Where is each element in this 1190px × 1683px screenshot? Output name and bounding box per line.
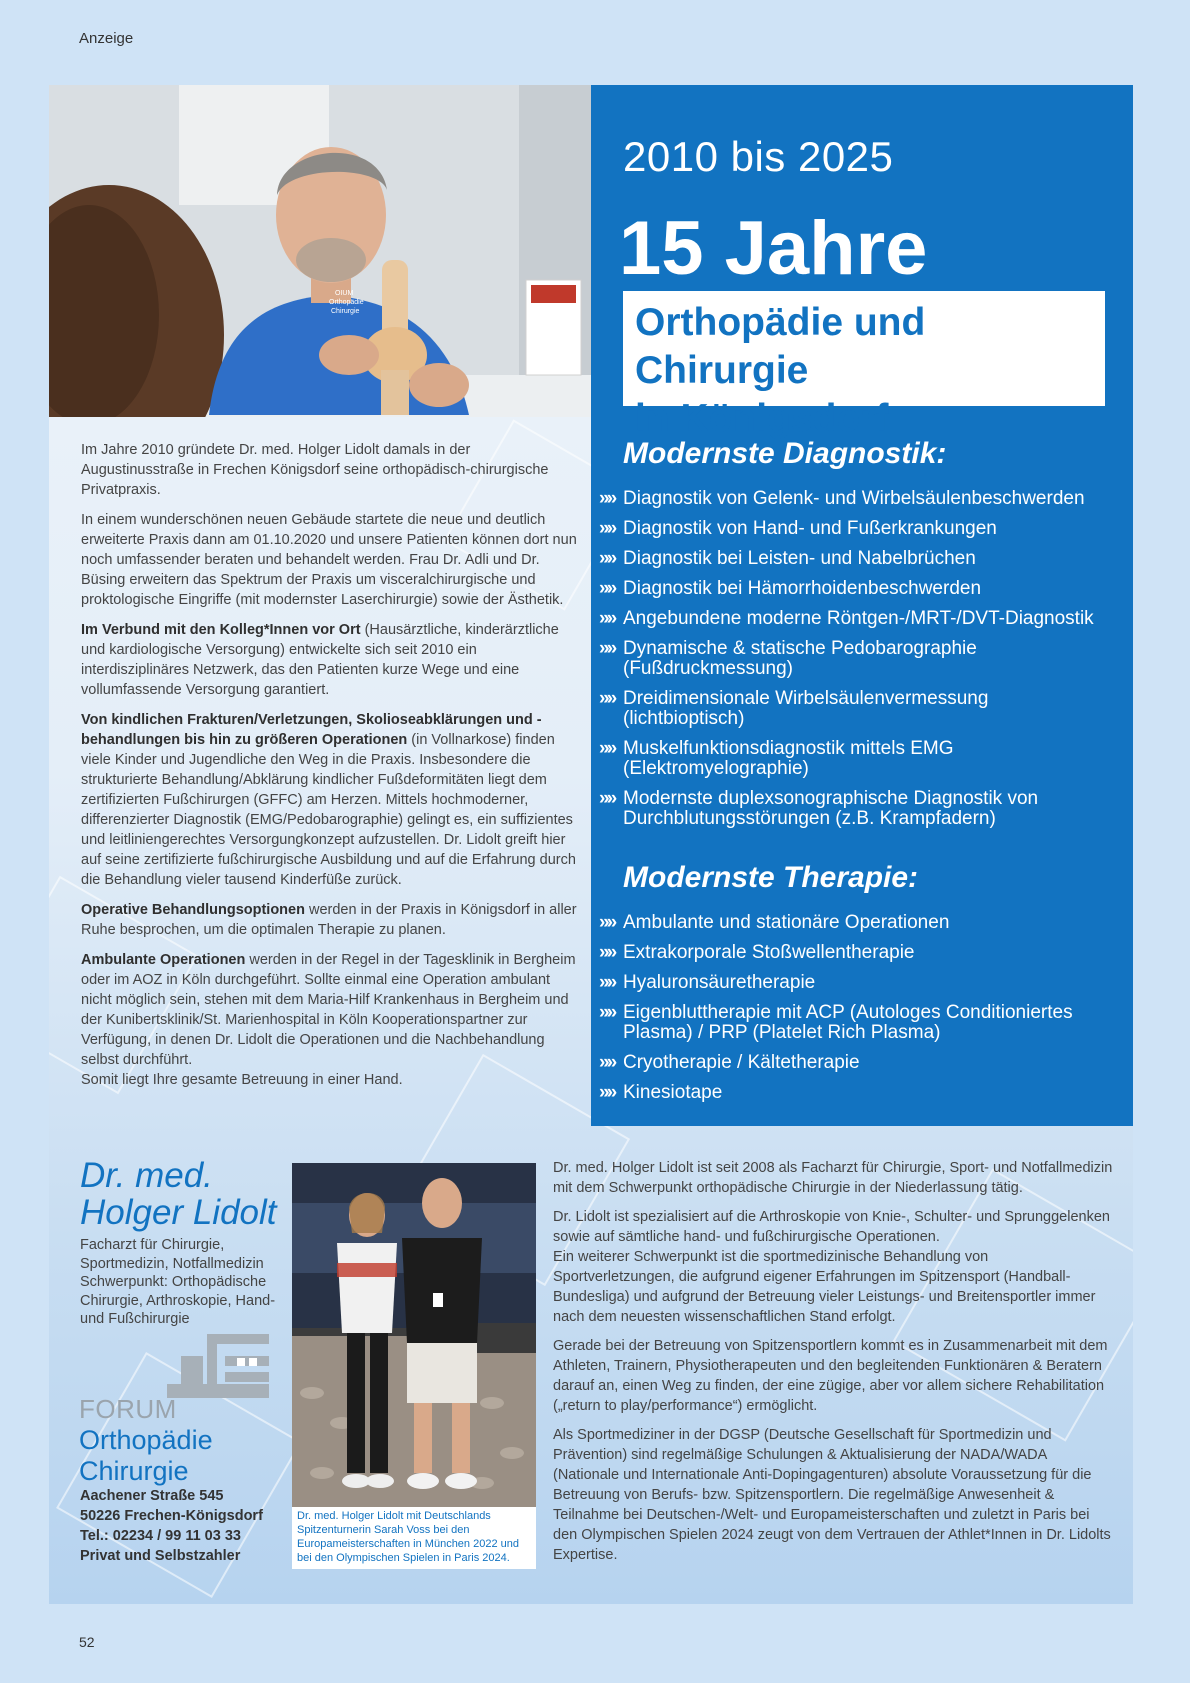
photo-caption: Dr. med. Holger Lidolt mit Deutschlands Spitzenturnerin Sarah Voss bei den Europameisterschaften in München 2022 und bei den Olympischen Spielen in Paris 2024. <box>297 1510 519 1564</box>
anniversary-title: 15 Jahre <box>619 206 928 291</box>
svg-text:Chirurgie: Chirurgie <box>331 308 360 315</box>
list-item <box>599 739 1119 779</box>
list-item-text: Dreidimensionale Wirbelsäulenvermessung (lichtbioptisch) <box>623 688 989 729</box>
address-street: Aachener Straße 545 <box>80 1488 224 1504</box>
bold-lead: Von kindlichen Frakturen/Verletzungen, Skolioseabklärungen und -behandlungen bis hin zu größeren Operationen <box>81 712 542 748</box>
ad-label: Anzeige <box>79 30 134 47</box>
paragraph: Von kindlichen Frakturen/Verletzungen, Skolioseabklärungen und -behandlungen bis hin zu größeren Operationen (in Vollnarkose) finden viele Kinder und Jugendliche den Weg in die Praxis. Insbesondere die strukturierte Behandlung/Abklärung kindlicher Fußdeformitäten liegt dem zertifizierten Fußchirurgen (GFFC) am Herzen. Mittels hochmoderner, differenzierter Diagnostik (EMG/Pedobarographie) gelingt es, ein suffizientes und leitliniengerechtes Versorgungkonzept aufzustellen. Dr. Lidolt greift hier auf seine zertifizierte fußchirurgische Ausbildung und auf die Erfahrung durch die Behandlung vieler tausend Kinderfüße zurück. <box>81 712 576 888</box>
list-item-text: Diagnostik bei Hämorrhoidenbeschwerden <box>623 578 982 599</box>
address-city: 50226 Frechen-Königsdorf <box>80 1508 263 1524</box>
chevron-right-icon: »» <box>599 738 615 759</box>
chevron-right-icon: »» <box>599 912 615 933</box>
paragraph: Dr. Lidolt ist spezialisiert auf die Arthroskopie von Knie-, Schulter- und Sprunggelenken sowie auf sämtliche hand- und fußchirurgische Operationen. Ein weiterer Schwerpunkt ist die sportmedizinische Behandlung von Sportverletzungen, die aufgrund eigener Erfahrungen im Spitzensport (Handball-Bundesliga) und aufgrund der Betreuung vieler Leistungs- und Breitensportler immer nach dem neuesten wissenschaftlichen Stand erfolgt. <box>553 1209 1110 1325</box>
list-item <box>599 519 1119 539</box>
logo-forum: FORUM <box>79 1394 177 1424</box>
paragraph: Im Jahre 2010 gründete Dr. med. Holger Lidolt damals in der Augustinusstraße in Frechen Königsdorf seine orthopädisch-chirurgische Privatpraxis. <box>81 442 549 498</box>
logo-chirurgie: Chirurgie <box>79 1456 189 1486</box>
list-item <box>599 1003 1119 1043</box>
list-item <box>599 489 1119 509</box>
chevron-right-icon: »» <box>599 788 615 809</box>
chevron-right-icon: »» <box>599 638 615 659</box>
bold-lead: Im Verbund mit den Kolleg*Innen vor Ort <box>81 622 361 638</box>
chevron-right-icon: »» <box>599 972 615 993</box>
logo-orthopaedie: Orthopädie <box>79 1425 213 1455</box>
list-item <box>599 789 1119 829</box>
therapie-list <box>599 913 1119 1113</box>
list-item <box>599 1083 1119 1103</box>
chevron-right-icon: »» <box>599 488 615 509</box>
paragraph: Gerade bei der Betreuung von Spitzensportlern kommt es in Zusammenarbeit mit dem Athleten, Trainern, Physiotherapeuten und den begleitenden Funktionären & Beratern darauf an, einen Weg zu finden, der eine zügige, aber vor allem sichere Rehabilitation („return to play/performance“) ermöglicht. <box>553 1338 1108 1414</box>
highlight-panel <box>591 85 1133 1126</box>
subtitle-line-2: in Königsdorf <box>635 397 889 440</box>
years-heading: 2010 bis 2025 <box>623 133 894 180</box>
list-item-text: Diagnostik von Hand- und Fußerkrankungen <box>623 518 997 539</box>
bold-lead: Operative Behandlungsoptionen <box>81 902 305 918</box>
list-item-text: Cryotherapie / Kältetherapie <box>623 1052 860 1073</box>
list-item-text: Ambulante und stationäre Operationen <box>623 912 950 933</box>
list-item <box>599 913 1119 933</box>
doctor-photo <box>49 85 591 417</box>
therapie-heading: Modernste Therapie: <box>623 861 919 894</box>
list-item-text: Extrakorporale Stoßwellentherapie <box>623 942 915 963</box>
chevron-right-icon: »» <box>599 1002 615 1023</box>
list-item <box>599 973 1119 993</box>
doctor-bio <box>553 1158 1113 1574</box>
list-item-text: Hyaluronsäuretherapie <box>623 972 816 993</box>
list-item <box>599 943 1119 963</box>
ad-frame <box>49 85 1133 1604</box>
intro-text <box>81 440 577 1100</box>
list-item-text: Diagnostik von Gelenk- und Wirbelsäulenbeschwerden <box>623 488 1085 509</box>
list-item-text: Muskelfunktionsdiagnostik mittels EMG (Elektromyelographie) <box>623 738 954 779</box>
list-item <box>599 579 1119 599</box>
chevron-right-icon: »» <box>599 548 615 569</box>
svg-text:Orthopädie: Orthopädie <box>329 299 364 306</box>
list-item <box>599 639 1119 679</box>
chevron-right-icon: »» <box>599 688 615 709</box>
house-logo-icon <box>167 1334 269 1415</box>
paragraph: Dr. med. Holger Lidolt ist seit 2008 als Facharzt für Chirurgie, Sport- und Notfallmedizin mit dem Schwerpunkt orthopädische Chirurgie in der Niederlassung tätig. <box>553 1160 1113 1196</box>
athlete-photo-card <box>292 1163 536 1569</box>
patient-note: Privat und Selbstzahler <box>80 1548 241 1564</box>
chevron-right-icon: »» <box>599 578 615 599</box>
subtitle-line-1: Orthopädie und Chirurgie <box>635 301 926 392</box>
list-item-text: Modernste duplexsonographische Diagnostik von Durchblutungsstörungen (z.B. Krampfadern) <box>623 788 1039 829</box>
paragraph: Operative Behandlungsoptionen werden in der Praxis in Königsdorf in aller Ruhe besprochen, um die optimalen Therapie zu planen. <box>81 902 577 938</box>
paragraph: Ambulante Operationen werden in der Regel in der Tagesklinik in Bergheim oder im AOZ in Köln durchgeführt. Sollte einmal eine Operation ambulant nicht möglich sein, stehen mit dem Maria-Hilf Krankenhaus in Bergheim und der Kunibertsklinik/St. Marienhospital in Köln Kooperationspartner zur Verfügung, in denen Dr. Lidolt die Operationen und die Nachbehandlung selbst durchführt. Somit liegt Ihre gesamte Betreuung in einer Hand. <box>81 952 576 1088</box>
doctor-name: Dr. med. Holger Lidolt <box>80 1156 277 1232</box>
diagnostik-list <box>599 489 1119 839</box>
subtitle-box <box>623 291 1105 440</box>
page-number: 52 <box>79 1634 95 1650</box>
phone-number: Tel.: 02234 / 99 11 03 33 <box>80 1528 241 1544</box>
chevron-right-icon: »» <box>599 1082 615 1103</box>
athlete-photo <box>292 1163 536 1507</box>
paragraph: In einem wunderschönen neuen Gebäude startete die neue und deutlich erweiterte Praxis dann am 01.10.2020 und unsere Patienten können dort nun noch umfassender beraten und behandelt werden. Frau Dr. Adli und Dr. Büsing erweitern das Spektrum der Praxis um visceralchirurgische und proktologische Eingriffe (mit modernster Laserchirurgie) sowie der Ästhetik. <box>81 512 577 608</box>
list-item-text: Dynamische & statische Pedobarographie (Fußdruckmessung) <box>623 638 977 679</box>
paragraph: Im Verbund mit den Kolleg*Innen vor Ort (Hausärztliche, kinderärztliche und kardiologische Versorgung) entwickelte sich seit 2010 ein interdisziplinäres Netzwerk, das den Patienten kurze Wege und eine vollumfassende Versorgung garantiert. <box>81 622 559 698</box>
list-item <box>599 1053 1119 1073</box>
chevron-right-icon: »» <box>599 1052 615 1073</box>
list-item-text: Diagnostik bei Leisten- und Nabelbrüchen <box>623 548 976 569</box>
paragraph: Als Sportmediziner in der DGSP (Deutsche Gesellschaft für Sportmedizin und Prävention) sind regelmäßige Schulungen & Aktualisierung der NADA/WADA (Nationale und Internationale Anti-Dopingagenturen) absolute Voraussetzung für die Betreuung von Berufs- bzw. Spitzensportlern. Die regelmäßige Anwesenheit & Teilnahme bei Deutschen-/Welt- und Europameisterschaften und zuletzt in Paris bei den Olympischen Spielen 2024 zeugt von dem Vertrauen der Athlet*Innen in Dr. Lidolts Expertise. <box>553 1427 1111 1563</box>
chevron-right-icon: »» <box>599 942 615 963</box>
list-item <box>599 689 1119 729</box>
chevron-right-icon: »» <box>599 518 615 539</box>
svg-text:OIUM: OIUM <box>335 290 354 297</box>
contact-block <box>80 1486 263 1566</box>
list-item-text: Eigenbluttherapie mit ACP (Autologes Conditioniertes Plasma) / PRP (Platelet Rich Plasma) <box>623 1002 1073 1043</box>
list-item <box>599 609 1119 629</box>
list-item-text: Kinesiotape <box>623 1082 723 1103</box>
chevron-right-icon: »» <box>599 608 615 629</box>
diagnostik-heading: Modernste Diagnostik: <box>623 437 947 470</box>
list-item-text: Angebundene moderne Röntgen-/MRT-/DVT-Diagnostik <box>623 608 1094 629</box>
bold-lead: Ambulante Operationen <box>81 952 246 968</box>
doctor-description: Facharzt für Chirurgie, Sportmedizin, Notfallmedizin Schwerpunkt: Orthopädische Chirurgie, Arthroskopie, Hand- und Fußchirurgie <box>80 1237 276 1327</box>
list-item <box>599 549 1119 569</box>
